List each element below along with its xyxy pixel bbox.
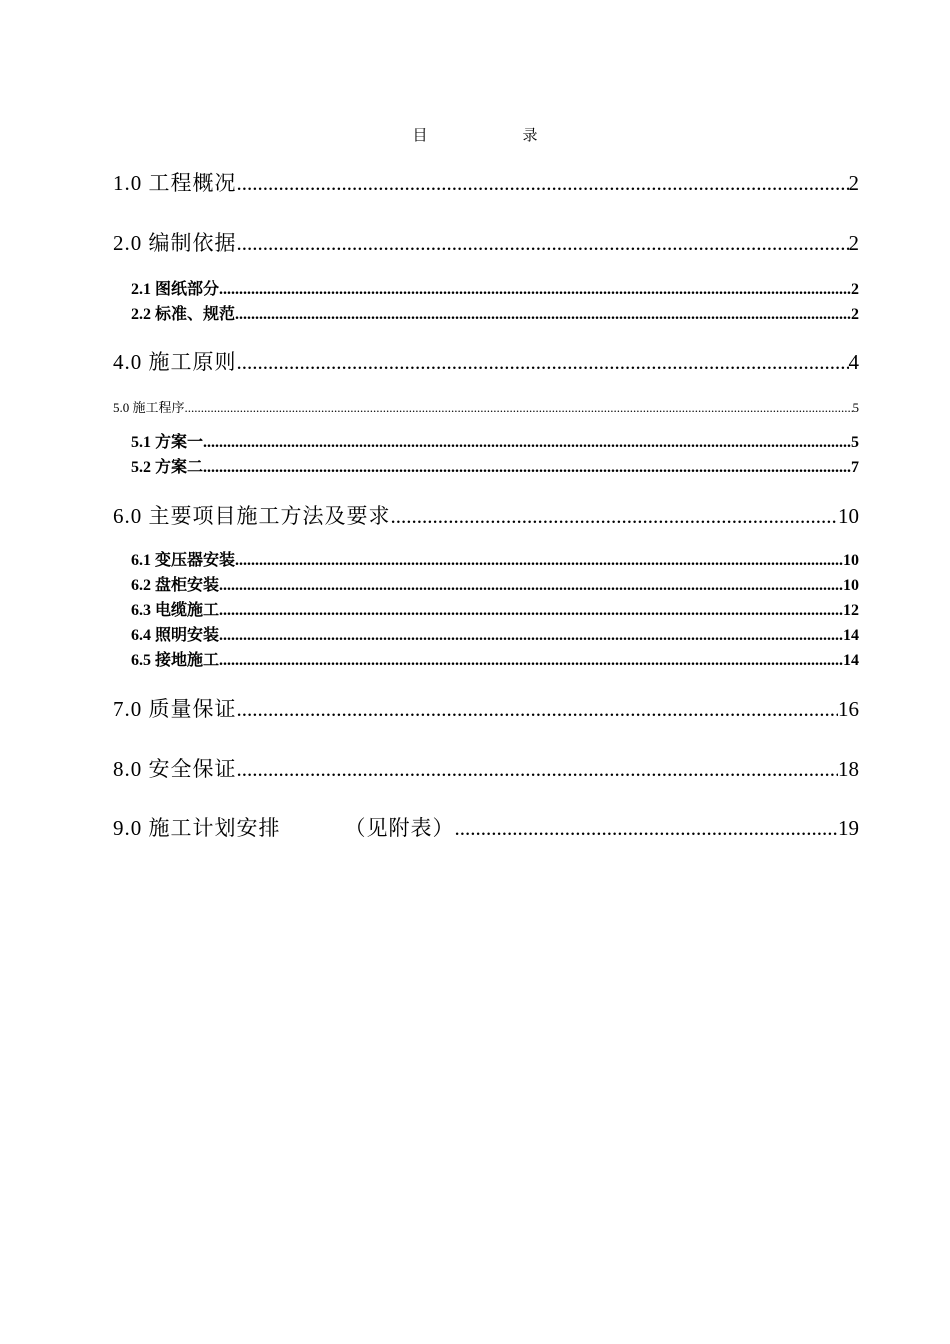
toc-leader-dots xyxy=(237,696,839,722)
toc-leader-dots xyxy=(219,651,843,671)
toc-leader-dots xyxy=(235,551,843,571)
toc-page-number: 14 xyxy=(843,627,859,644)
toc-leader-dots xyxy=(235,305,851,325)
toc-entry-6-4[interactable] xyxy=(131,626,859,646)
toc-entry-label: 6.0 主要项目施工方法及要求 xyxy=(113,504,391,528)
toc-entry-label: 8.0 安全保证 xyxy=(113,757,237,781)
toc-leader-dots xyxy=(219,626,843,646)
toc-entry-5-1[interactable] xyxy=(131,433,859,453)
toc-page-number: 2 xyxy=(851,281,859,298)
toc-entry-5-2[interactable] xyxy=(131,458,859,478)
toc-title: 目 录 xyxy=(412,128,578,144)
toc-entry-label: 1.0 工程概况 xyxy=(113,171,237,195)
toc-entry-label: 6.5 接地施工 xyxy=(131,652,220,669)
toc-entry-suffix: （见附表） xyxy=(344,816,455,840)
toc-leader-dots xyxy=(237,756,839,782)
toc-entry-2-1[interactable] xyxy=(131,280,859,300)
toc-entry-4-0[interactable] xyxy=(113,349,859,375)
toc-entry-label-text: 9.0 施工计划安排 xyxy=(113,816,281,840)
toc-entry-label: 5.1 方案一 xyxy=(131,434,204,451)
toc-entry-6-5[interactable] xyxy=(131,651,859,671)
toc-entry-label: 6.1 变压器安装 xyxy=(131,552,236,569)
toc-entry-2-2[interactable] xyxy=(131,305,859,325)
toc-leader-dots xyxy=(203,433,851,453)
toc-page-number: 14 xyxy=(843,652,859,669)
toc-page-number: 10 xyxy=(838,504,859,528)
toc-entry-6-3[interactable] xyxy=(131,601,859,621)
toc-leader-dots xyxy=(237,170,849,196)
toc-entry-8-0[interactable] xyxy=(113,756,859,782)
toc-page-number: 18 xyxy=(838,757,859,781)
toc-page-number: 16 xyxy=(838,697,859,721)
toc-entry-1-0[interactable] xyxy=(113,170,859,196)
toc-leader-dots xyxy=(455,815,839,841)
toc-entry-label: 2.1 图纸部分 xyxy=(131,281,220,298)
toc-entry-label: 2.0 编制依据 xyxy=(113,231,237,255)
toc-entry-6-2[interactable] xyxy=(131,576,859,596)
toc-leader-dots xyxy=(237,349,849,375)
toc-page-number: 2 xyxy=(848,171,859,195)
toc-leader-dots xyxy=(203,458,851,478)
toc-entry-6-1[interactable] xyxy=(131,551,859,571)
toc-page-number: 5 xyxy=(852,400,859,415)
toc-entry-label: 6.2 盘柜安装 xyxy=(131,577,220,594)
toc-entry-2-0[interactable] xyxy=(113,230,859,256)
toc-page-number: 10 xyxy=(843,552,859,569)
toc-page-number: 2 xyxy=(851,306,859,323)
toc-leader-dots xyxy=(219,576,843,596)
toc-page-number: 2 xyxy=(848,231,859,255)
toc-leader-dots xyxy=(391,503,839,529)
toc-entry-label: 7.0 质量保证 xyxy=(113,697,237,721)
toc-leader-dots xyxy=(237,230,849,256)
toc-page-number: 4 xyxy=(848,350,859,374)
toc-page-number: 12 xyxy=(843,602,859,619)
toc-entry-label xyxy=(113,815,455,841)
toc-page-number: 10 xyxy=(843,577,859,594)
toc-entry-label: 5.0 施工程序 xyxy=(113,400,185,415)
toc-leader-dots xyxy=(219,601,843,621)
toc-entry-label: 2.2 标准、规范 xyxy=(131,306,236,323)
toc-entry-label: 4.0 施工原则 xyxy=(113,350,237,374)
toc-leader-dots xyxy=(219,280,851,300)
toc-entry-label: 6.4 照明安装 xyxy=(131,627,220,644)
toc-entry-7-0[interactable] xyxy=(113,696,859,722)
toc-entry-label: 5.2 方案二 xyxy=(131,459,204,476)
toc-page-number: 5 xyxy=(851,434,859,451)
toc-entry-label: 6.3 电缆施工 xyxy=(131,602,220,619)
toc-entry-6-0[interactable] xyxy=(113,503,859,529)
toc-entry-5-0[interactable] xyxy=(113,400,859,416)
toc-page-number: 19 xyxy=(838,816,859,840)
toc-page-number: 7 xyxy=(851,459,859,476)
toc-leader-dots xyxy=(185,400,853,416)
toc-entry-9-0[interactable] xyxy=(113,815,859,841)
